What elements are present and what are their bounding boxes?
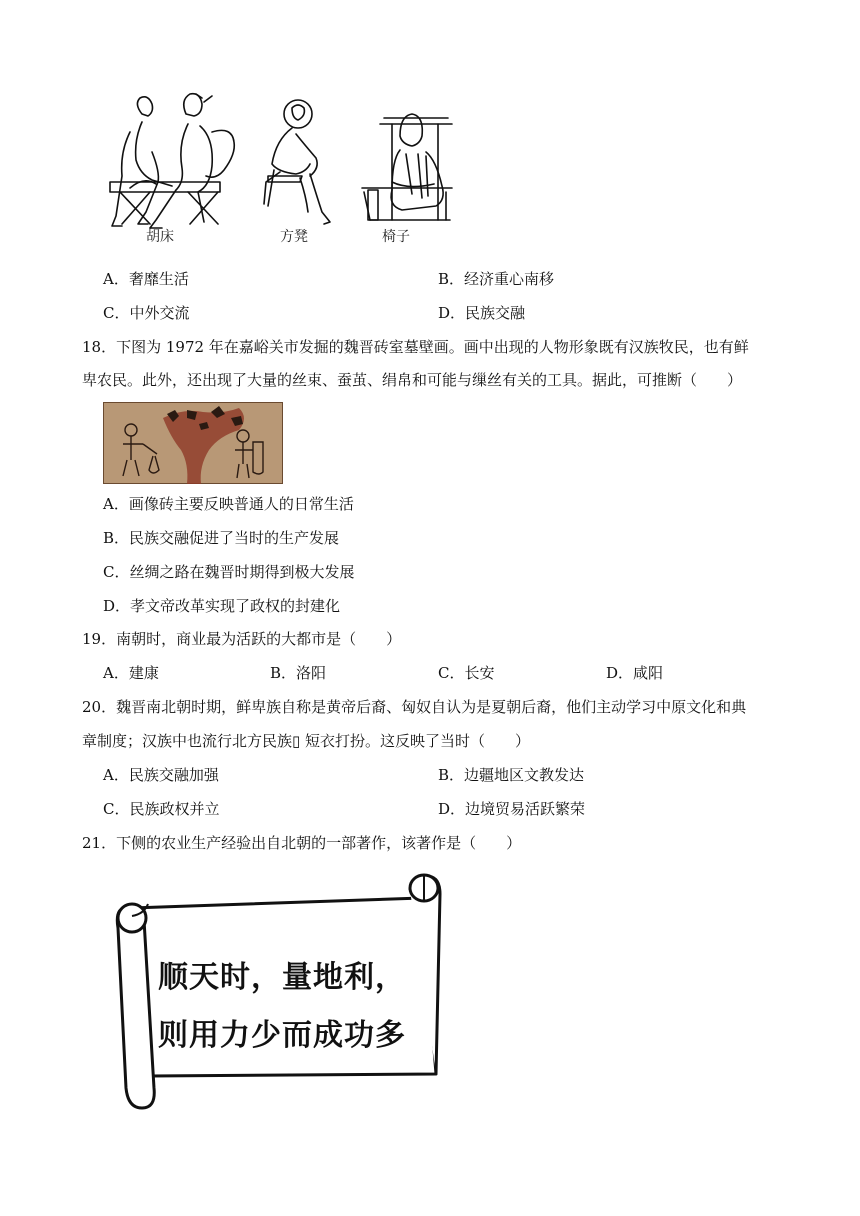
q19-option-c: C．长安: [438, 664, 495, 682]
scroll-text-line1: 顺天时，量地利，: [158, 960, 406, 995]
q18-option-d: D．孝文帝改革实现了政权的封建化: [103, 597, 341, 615]
q21-stem: 21．下侧的农业生产经验出自北朝的一部著作，该著作是（ ）: [82, 834, 522, 852]
q18-stem-line2: 卑农民。此外，还出现了大量的丝束、蚕茧、绢帛和可能与缫丝有关的工具。据此，可推断（ ）: [82, 371, 743, 389]
q20-option-a: A．民族交融加强: [103, 766, 219, 784]
q19-option-d: D．咸阳: [606, 664, 664, 682]
caption-fangdeng: 方凳: [280, 229, 308, 245]
q20-stem-line1: 20．魏晋南北朝时期，鲜卑族自称是黄帝后裔、匈奴自认为是夏朝后裔，他们主动学习中原文化和典: [82, 698, 747, 716]
mural-drawing: [103, 402, 283, 484]
q18-option-c: C．丝绸之路在魏晋时期得到极大发展: [103, 563, 355, 581]
q20-option-d: D．边境贸易活跃繁荣: [438, 800, 586, 818]
q20-option-c: C．民族政权并立: [103, 800, 220, 818]
tomb-mural-image: [103, 402, 283, 484]
q17-option-c: C．中外交流: [103, 304, 190, 322]
fangdeng-drawing: [264, 100, 330, 224]
q19-option-a: A．建康: [103, 664, 159, 682]
furniture-figure: [100, 92, 460, 252]
huchuang-drawing: [110, 94, 234, 228]
q18-option-b: B．民族交融促进了当时的生产发展: [103, 529, 340, 547]
caption-huchuang: 胡床: [146, 229, 174, 245]
q19-stem: 19．南朝时，商业最为活跃的大都市是（ ）: [82, 630, 402, 648]
q18-option-a: A．画像砖主要反映普通人的日常生活: [103, 495, 354, 513]
q17-option-d: D．民族交融: [438, 304, 526, 322]
scroll-text-line2: 则用力少而成功多: [158, 1018, 406, 1053]
q18-stem-line1: 18．下图为 1972 年在嘉峪关市发掘的魏晋砖室墓壁画。画中出现的人物形象既有汉族牧民，也有鲜: [82, 338, 749, 356]
q20-option-b: B．边疆地区文教发达: [438, 766, 585, 784]
caption-yizi: 椅子: [382, 229, 410, 245]
q17-option-b: B．经济重心南移: [438, 270, 555, 288]
yizi-drawing: [362, 114, 452, 220]
q17-option-a: A．奢靡生活: [103, 270, 189, 288]
q19-option-b: B．洛阳: [270, 664, 327, 682]
scroll-figure: [110, 870, 450, 1110]
q20-stem-line2: 章制度；汉族中也流行北方民族▯ 短衣打扮。这反映了当时（ ）: [82, 732, 531, 750]
